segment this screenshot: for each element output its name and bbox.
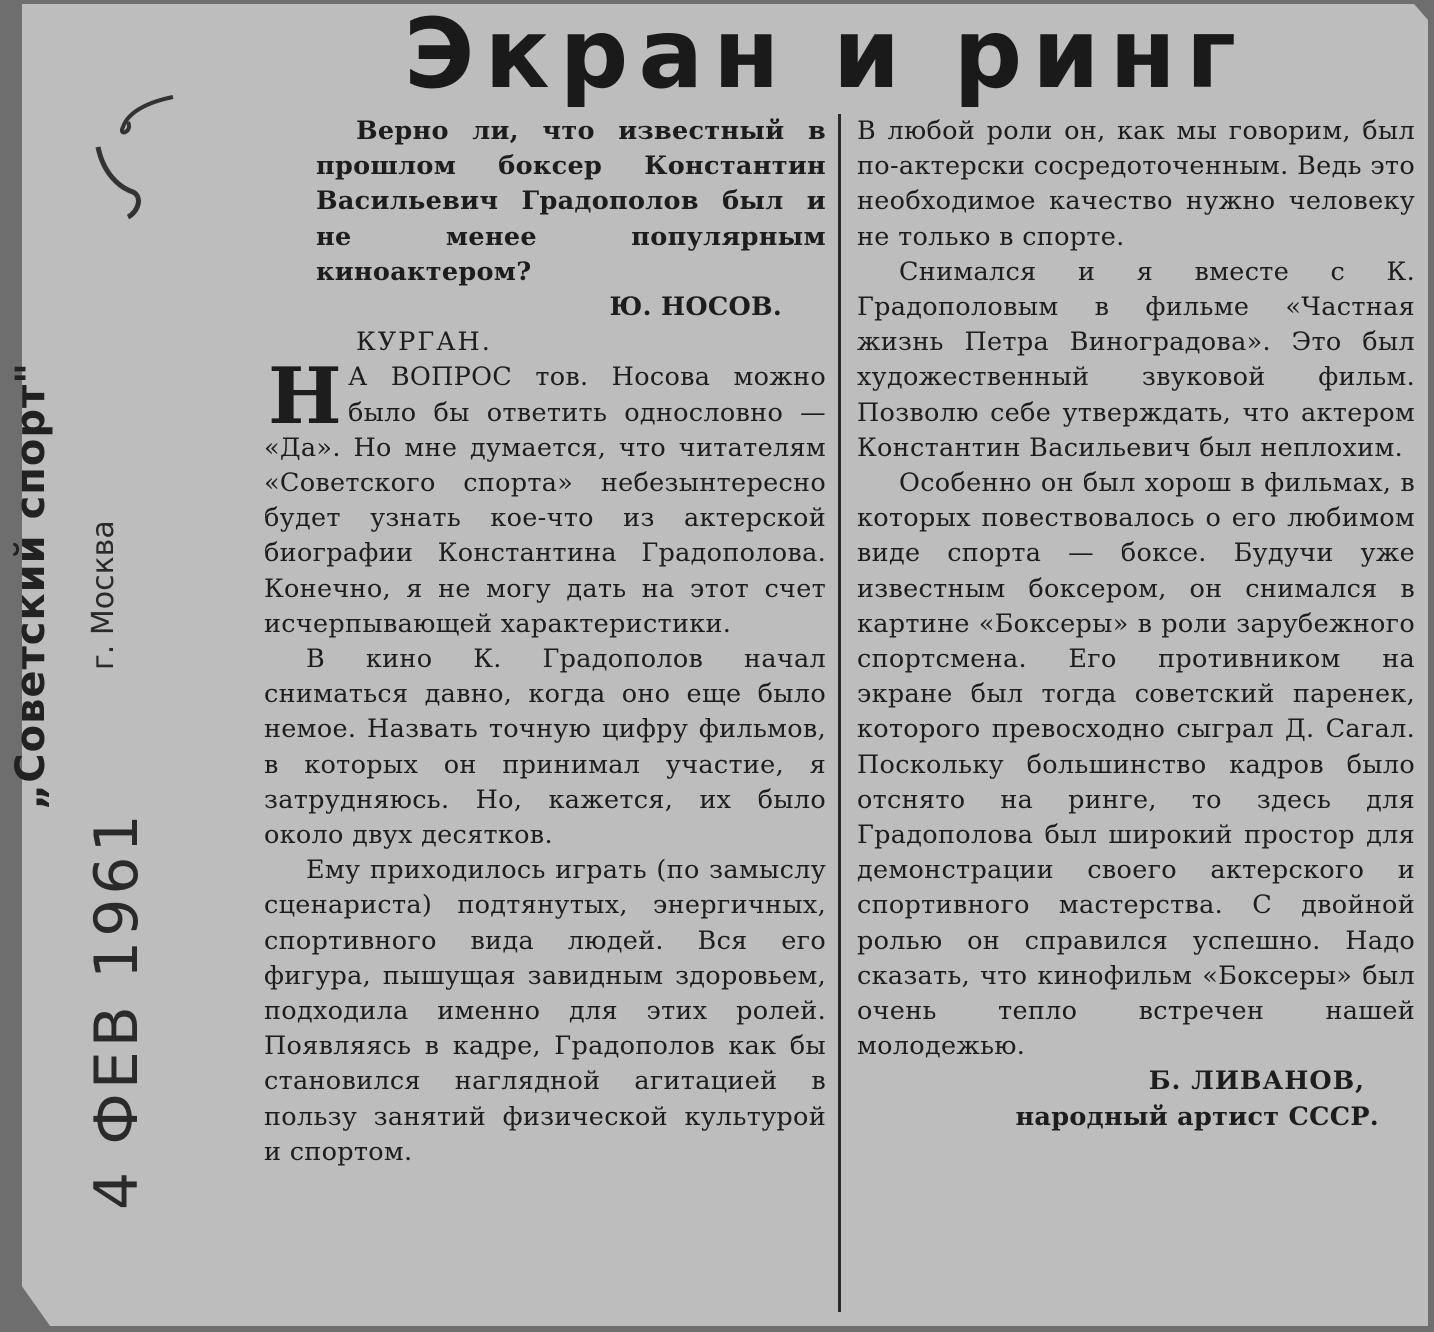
- column-left: [264, 114, 826, 1170]
- stamp-date: 4 ФЕВ 1961: [82, 810, 152, 1210]
- pencil-mark-icon: [88, 92, 188, 222]
- article-title: Экран и ринг: [403, 0, 1246, 110]
- column-divider: [838, 114, 841, 1312]
- paragraph: В кино К. Градополов начал сниматься давно, когда оно еще было немое. Назвать точную цифру фильмов, в которых он принимал участие, я затрудняюсь. Но, кажется, их было около двух десятков.: [264, 644, 826, 851]
- column-right: [857, 114, 1415, 1135]
- paragraph: Ему приходилось играть (по замыслу сценариста) подтянутых, энергичных, спортивного вида людей. Вся его фигура, пышущая завидным здоровьем, подходила именно для этих ролей. Появляясь в кадре, Градополов как бы становился наглядной агитацией в пользу занятий физической культурой и спортом.: [264, 855, 826, 1167]
- paragraph: В любой роли он, как мы говорим, был по-актерски сосредоточенным. Ведь это необходимое качество нужно человеку не только в спорте.: [857, 116, 1415, 252]
- lead-paragraph: [264, 351, 826, 642]
- stamp-newspaper-name: „Советский спорт": [8, 361, 54, 810]
- reader-question: Верно ли, что известный в прошлом боксер Константин Васильевич Градополов был и не менее популярным киноактером?: [316, 116, 826, 287]
- paragraph: Снимался и я вместе с К. Градополовым в фильме «Частная жизнь Петра Виноградова». Это был художественный звуковой фильм. Позволю себе утверждать, что актером Константин Васильевич был неплохим.: [857, 256, 1415, 463]
- question-city: КУРГАН.: [356, 327, 492, 358]
- paragraph: Особенно он был хорош в фильмах, в которых повествовалось о его любимом виде спорта — боксе. Будучи уже известным боксером, он снимался в картине «Боксеры» в роли зарубежного спортсмена. Его противником на экране был тогда советский паренек, которого превосходно сыграл Д. Сагал. Поскольку большинство кадров было отснято на ринге, то здесь для Градополова был широкий простор для демонстрации своего актерского и спортивного мастерства. С двойной ролью он справился успешно. Надо сказать, что кинофильм «Боксеры» был очень тепло встречен нашей молодежью.: [857, 468, 1415, 1062]
- signature-name: Б. ЛИВАНОВ,: [1148, 1066, 1365, 1097]
- signature-title: народный артист СССР.: [1015, 1101, 1379, 1132]
- paragraph-text: А ВОПРОС тов. Носова можно было бы ответить однословно — «Да». Но мне думается, что читателям «Советского спорта» небезынтересно будет узнать кое-что из актерской биографии Константина Градополова. Конечно, я не могу дать на этот счет исчерпывающей характеристики.: [264, 362, 826, 639]
- drop-cap: Н: [268, 351, 342, 443]
- stamp-city: г. Москва: [86, 520, 121, 670]
- question-author: Ю. НОСОВ.: [609, 292, 782, 323]
